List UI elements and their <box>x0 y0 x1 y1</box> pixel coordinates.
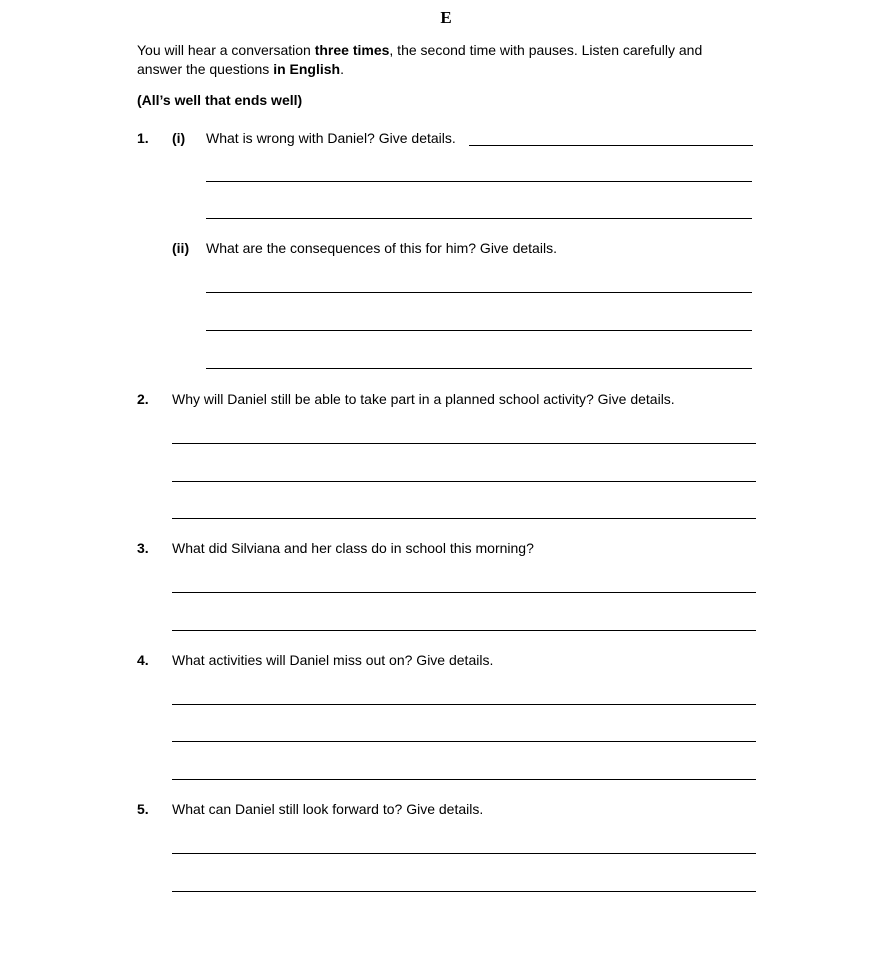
answer-line[interactable] <box>172 518 756 519</box>
instructions-line-2 <box>137 60 344 79</box>
question-3-number: 3. <box>137 540 149 556</box>
answer-line[interactable] <box>172 741 756 742</box>
answer-line[interactable] <box>469 145 753 146</box>
answer-line[interactable] <box>172 481 756 482</box>
answer-line[interactable] <box>172 891 756 892</box>
passage-title: (All’s well that ends well) <box>137 92 303 108</box>
answer-line[interactable] <box>172 592 756 593</box>
question-2-text: Why will Daniel still be able to take part in a planned school activity? Give details. <box>172 391 675 407</box>
answer-line[interactable] <box>172 443 756 444</box>
answer-line[interactable] <box>206 218 752 219</box>
question-5-number: 5. <box>137 801 149 817</box>
instructions-text: answer the questions <box>137 61 274 77</box>
instructions-emphasis: three times <box>314 42 390 58</box>
question-1-i-text: What is wrong with Daniel? Give details. <box>206 130 456 146</box>
answer-line[interactable] <box>206 368 752 369</box>
question-4-number: 4. <box>137 652 149 668</box>
question-4-text: What activities will Daniel miss out on? Give details. <box>172 652 494 668</box>
instructions-text: . <box>340 61 344 77</box>
question-3-text: What did Silviana and her class do in school this morning? <box>172 540 534 556</box>
instructions-line-1 <box>137 41 702 60</box>
answer-line[interactable] <box>172 853 756 854</box>
answer-line[interactable] <box>172 630 756 631</box>
question-1-ii-label: (ii) <box>172 240 190 256</box>
instructions-text: , the second time with pauses. Listen carefully and <box>389 42 703 58</box>
answer-line[interactable] <box>172 779 756 780</box>
question-1-ii-text: What are the consequences of this for him? Give details. <box>206 240 557 256</box>
answer-line[interactable] <box>206 292 752 293</box>
instructions-text: You will hear a conversation <box>137 42 315 58</box>
question-1-number: 1. <box>137 130 149 146</box>
answer-line[interactable] <box>172 704 756 705</box>
instructions-emphasis: in English <box>273 61 341 77</box>
question-5-text: What can Daniel still look forward to? Give details. <box>172 801 484 817</box>
section-letter: E <box>440 8 452 27</box>
answer-line[interactable] <box>206 181 752 182</box>
question-1-i-label: (i) <box>172 130 186 146</box>
question-2-number: 2. <box>137 391 149 407</box>
answer-line[interactable] <box>206 330 752 331</box>
